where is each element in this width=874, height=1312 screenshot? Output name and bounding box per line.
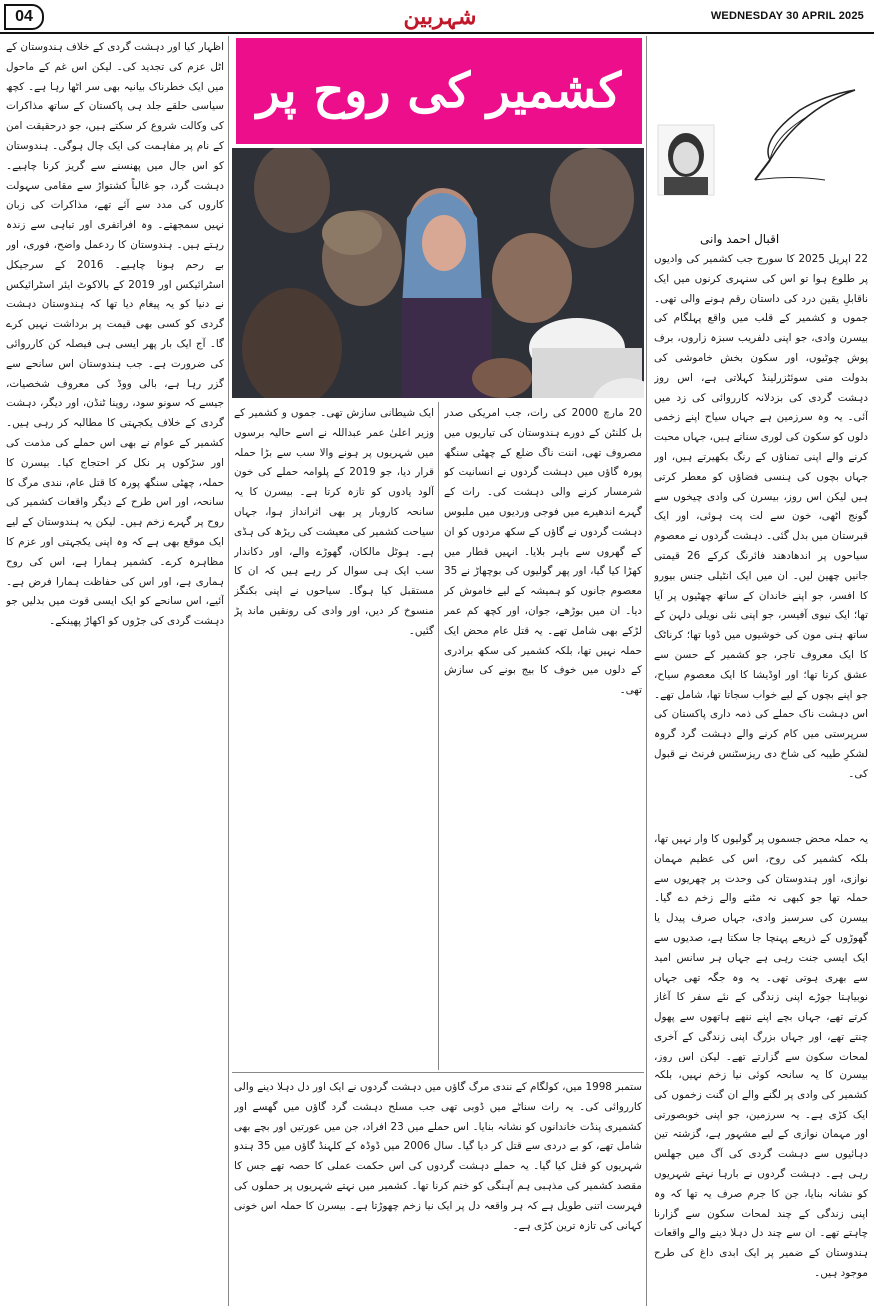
paragraph: اظہار کیا اور دہشت گردی کے خلاف ہندوستان کے اٹل عزم کی تجدید کی۔ لیکن اس غم کے ماحول میں ایک خطرناک بیانیہ بھی سر اٹھا رہا ہے۔ کچھ سیاسی حلقے جلد ہی پاکستان کے ساتھ مذاکرات کی وکالت شروع کر سکتے ہیں، جو درحقیقت امن کے نام پر مفاہمت کی ایک چال ہوگی۔ ہندوستان کو اس جال میں پھنسنے سے گریز کرنا چاہیے۔ دہشت گرد، جو غالباً کشتواڑ سے مقامی سہولت کاروں کی مدد سے آئے تھے، مذاکرات کی زبان نہیں سمجھتے۔ وہ افراتفری اور تباہی سے زندہ رہتے ہیں۔ ہندوستان کا ردعمل واضح، فوری، اور بے رحم ہونا چاہیے۔ 2016 کے سرجیکل اسٹرائیکس اور 2019 کے بالاکوٹ ایئر اسٹرائیکس نے دنیا کو یہ پیغام دیا تھا کہ ہندوستان دہشت گردی کو کسی بھی قیمت پر برداشت نہیں کرے گا۔ آج ایک بار پھر ایسی ہی فیصلہ کن کارروائی کی ضرورت ہے۔ جب ہندوستان اس سانحے سے گزر رہا ہے، بالی ووڈ کی معروف شخصیات، جیسے کہ سونو سود، روینا ٹنڈن، اور دیگر، دہشت گردی کے خلاف یکجہتی کا مطالبہ کر رہی ہیں۔ کشمیر کے عوام نے بھی اس حملے کی مذمت کی اور سڑکوں پر نکل کر احتجاج کیا۔ بیسرن کا حملہ، چھٹی سنگھ پورہ کا قتل عام، نندی مرگ کا سانحہ، اور اس طرح کے دیگر واقعات کشمیر کی روح پر گہرے زخم ہیں۔ لیکن یہ ہندوستان کے لیے ایک موقع بھی ہے کہ وہ اپنی یکجہتی اور عزم کا مظاہرہ کرے۔ کشمیر ہمارا ہے، اس کی روح ہماری ہے، اور اس کی حفاظت ہمارا فرض ہے۔ آئیے، اس سانحے کو ایک ایسی قوت میں بدلیں جو دہشت گردی کی جڑوں کو اکھاڑ پھینکے۔ — [6, 41, 224, 628]
column-rule — [228, 36, 229, 1306]
column-middle-left — [234, 404, 434, 1068]
column-right-middle — [654, 830, 868, 1062]
article-photo — [232, 148, 644, 398]
column-right-top — [654, 250, 868, 828]
column-left — [6, 38, 224, 1306]
paragraph: 20 مارچ 2000 کی رات، جب امریکی صدر بل کلنٹن کے دورے ہندوستان کی تیاریوں میں مصروف تھی، اننت ناگ ضلع کے چھٹی سنگھ پورہ گاؤں میں دہشت گردوں نے انسانیت کو شرمسار کرنے والی دہشت کی۔ رات کے گہرے اندھیرے میں فوجی وردیوں میں ملبوس دہشت گردوں نے گاؤں کے سکھ مردوں کو ان کے گھروں سے باہر بلایا۔ انہیں قطار میں کھڑا کیا گیا، اور پھر گولیوں کی بوچھاڑ نے 35 معصوم جانوں کو ہمیشہ کے لیے خاموش کر دیا۔ ان میں بوڑھے، جوان، اور کچھ کم عمر لڑکے بھی شامل تھے۔ یہ قتل عام محض ایک حملہ نہیں تھا، بلکہ کشمیر کی سکھ برادری کے دلوں میں خوف کا بیج بونے کی سازش تھی۔ — [444, 407, 642, 697]
issue-date: WEDNESDAY 30 APRIL 2025 — [710, 10, 864, 22]
column-middle-bottom — [234, 1078, 642, 1306]
paragraph: بیسرن کا یہ سانحہ کوئی نیا زخم نہیں، بلکہ کشمیر کی وادی پر لگنے والے ان گنت زخموں کی ایک کڑی ہے۔ یہ سرزمین، جو اپنی خوبصورتی اور مہمان نوازی کے لیے مشہور ہے، گزشتہ تین دہائیوں سے دہشت گردی کی آگ میں جھلس رہی ہے۔ دہشت گردوں نے بارہا نہتے شہریوں کو نشانہ بنایا، جن کا جرم صرف یہ تھا کہ وہ اپنی زندگی کے چند لمحات سکون سے گزارنا چاہتے تھے۔ ان سے چند دل دہلا دینے والے واقعات ہندوستان کے ضمیر پر ایک ابدی داغ کی طرح موجود ہیں۔ — [654, 1069, 868, 1279]
author-portrait-icon — [658, 125, 714, 195]
column-right-bottom — [654, 1066, 868, 1304]
article-headline: کشمیر کی روح پر — [236, 38, 642, 144]
paragraph: 22 اپریل 2025 کا سورج جب کشمیر کی وادیوں پر طلوع ہوا تو اس کی سنہری کرنوں میں ایک ناقابلِ یقین درد کی داستان رقم ہونے والی تھی۔ جموں و کشمیر کے قلب میں واقع پہلگام کی بیسرن وادی، جو اپنی دلفریب سبزہ زاروں، برف پوش چوٹیوں، اور سکون بخش خاموشی کی بدولت منی سوئٹزرلینڈ کہلاتی ہے، اس روز دہشت گردی کی بزدلانہ کارروائی کی زد میں آئی۔ یہ وہ سرزمین ہے جہاں سیاح اپنے زخمی دلوں کو سکون کی لوری سناتے ہیں، جہاں محبت کرنے والے اپنی تمناؤں کے رنگ بکھیرتے ہیں، اور جہاں بچوں کی ہنسی فضاؤں کو معطر کرتی ہیں لیکن اس روز، بیسرن کی وادی چیخوں سے گونج اٹھی، خون سے لت پت ہوئی، اور ایک قبرستان میں بدل گئی۔ دہشت گردوں نے معصوم سیاحوں پر اندھادھند فائرنگ کرکے 26 قیمتی جانیں چھین لیں۔ ان میں ایک انٹیلی جنس بیورو کا افسر، جو اپنے خاندان کے ساتھ چھٹیوں پر آیا تھا؛ ایک نیوی آفیسر، جو اپنی نئی نویلی دلہن کے ساتھ ہنی مون کی خوشیوں میں ڈوبا تھا؛ کرناٹک کا ایک معروف تاجر، جو کشمیر کے حسن سے عشق کرتا تھا؛ اور اوڈیشا کا ایک معصوم سیاح، جو اپنے بچوں کے لیے خواب سجاتا تھا، شامل تھے۔ اس دہشت ناک حملے کی ذمہ داری پاکستان کی سرپرستی میں کام کرنے والے دہشت گرد گروہ لشکرِ طیبہ کی شاخ دی ریزسٹنس فرنٹ نے قبول کی۔ — [654, 253, 868, 780]
section-divider — [232, 1072, 644, 1073]
paragraph: ستمبر 1998 میں، کولگام کے نندی مرگ گاؤں میں دہشت گردوں نے ایک اور دل دہلا دینے والی کارروائی کی۔ یہ رات سناٹے میں ڈوبی تھی جب مسلح دہشت گرد گاؤں میں گھسے اور کشمیری پنڈت خاندانوں کو نشانہ بنایا۔ اس حملے میں 23 افراد، جن میں عورتیں اور بچے بھی شامل تھے، کو بے دردی سے قتل کر دیا گیا۔ سال 2006 میں ڈوڈہ کے کلہنڈ گاؤں میں 35 ہندو شہریوں کو قتل کیا گیا۔ یہ حملے دہشت گردوں کی اس حکمت عملی کا حصہ تھے جس کا مقصد کشمیر کی مذہبی ہم آہنگی کو ختم کرنا تھا۔ کشمیر میں نہتے شہریوں پر حملوں کی فہرست اتنی طویل ہے کہ ہر واقعہ دل پر ایک نیا زخم چھوڑتا ہے۔ بیسرن کا حملہ اس خونی کہانی کی تازہ ترین کڑی ہے۔ — [234, 1081, 642, 1232]
masthead-logo: شہربین — [403, 4, 477, 30]
page-number: 04 — [4, 4, 44, 30]
paragraph: ایک شیطانی سازش تھی۔ جموں و کشمیر کے وزیر اعلیٰ عمر عبداللہ نے اسے حالیہ برسوں میں شہریوں پر ہونے والا سب سے بڑا حملہ قرار دیا، جو 2019 کے پلوامہ حملے کی خون آلود یادوں کو تازہ کرتا ہے۔ بیسرن کا یہ سانحہ کاروبار پر بھی اثرانداز ہوا، جہاں سیاحت کشمیر کی معیشت کی ریڑھ کی ہڈی ہے۔ ہوٹل مالکان، گھوڑے والے، اور دکاندار سب ایک ہی سوال کر رہے ہیں کہ ان کا مستقبل کیا ہوگا۔ سیاحوں نے اپنی بکنگز منسوخ کر دیں، اور وادی کی رونقیں ماند پڑ گئیں۔ — [234, 407, 434, 637]
column-middle-right — [444, 404, 642, 1068]
paragraph: یہ حملہ محض جسموں پر گولیوں کا وار نہیں تھا، بلکہ کشمیر کی روح، اس کی عظیم مہمان نوازی، اور ہندوستان کی وحدت پر چھریوں سے حملہ تھا جو کبھی نہ مٹنے والے زخم دے گیا۔ بیسرن کی سرسبز وادی، جہاں صرف پیدل یا گھوڑوں کے ذریعے پہنچا جا سکتا ہے، صدیوں سے ایک ایسی جنت رہی ہے جہاں ہر سانس امید سے بھری ہوتی تھی۔ یہ وہ جگہ تھی جہاں نوبیاہتا جوڑے اپنی زندگی کے نئے سفر کا آغاز کرتے تھے، جہاں بچے اپنے ننھے ہاتھوں سے پھول چنتے تھے، اور جہاں بزرگ اپنی زندگی کے آخری لمحات سکون سے گزارتے تھے۔ لیکن اس روز، — [654, 833, 868, 1062]
column-rule — [438, 402, 439, 1070]
crowd-mourning-photo-icon — [232, 148, 644, 398]
author-name: اقبال احمد وانی — [700, 232, 780, 246]
page-header — [0, 0, 874, 34]
column-rule — [646, 36, 647, 1306]
